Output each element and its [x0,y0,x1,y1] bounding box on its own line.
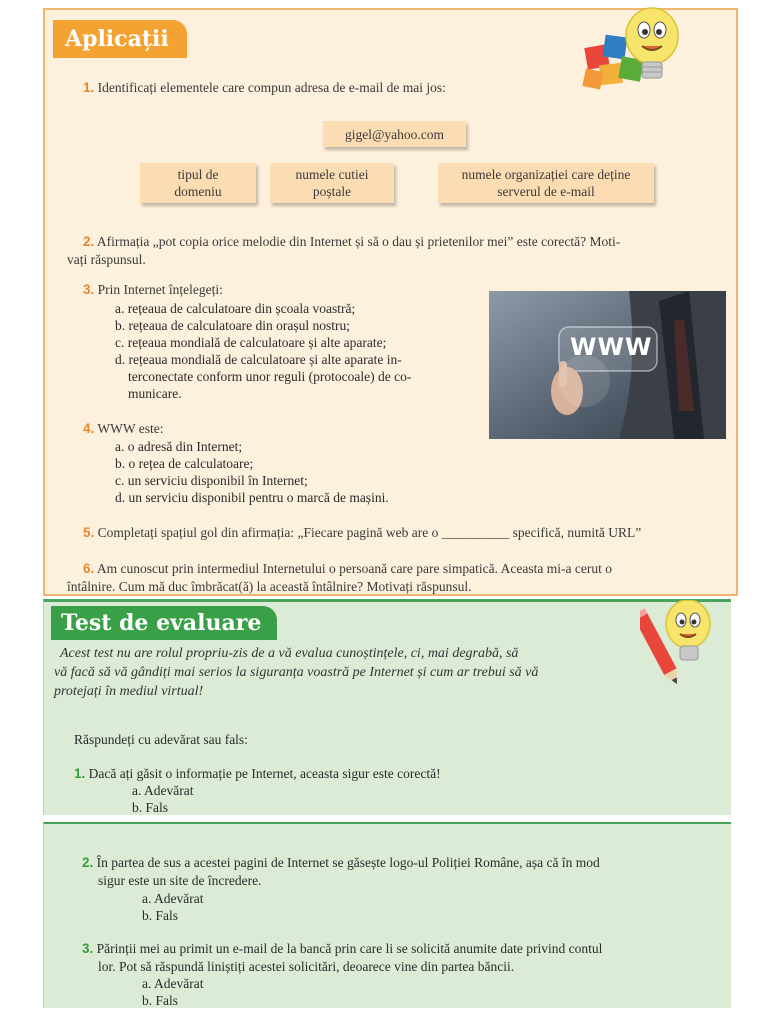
option-b: b. rețeaua de calculatoare din orașul nostru; [115,318,351,333]
answer-true[interactable]: a. Adevărat [142,891,204,906]
email-address-box [323,121,466,147]
question-number: 2. [82,855,94,870]
test-intro-line: Acest test nu are rolul propriu-zis de a vă evalua cunoștințele, ci, mai degrabă, să [60,646,519,661]
question-text-continued: vați răspunsul. [67,252,146,267]
option-d-continued: terconectate conform unor reguli (protocoale) de co- [128,369,412,384]
domain-type-box [140,163,256,203]
option-b: b. o rețea de calculatoare; [115,456,254,471]
box-label: domeniu [174,184,222,199]
option-d: d. rețeaua mondială de calculatoare și alte aparate in- [115,352,402,367]
option-a: a. rețeaua de calculatoare din școala voastră; [115,301,356,316]
test-question-3 [82,940,727,976]
mailbox-name-box [270,163,394,203]
question-2 [67,233,733,269]
puzzle-mascot-icon [582,6,682,98]
question-text-continued: lor. Pot să răspundă liniștiți acestei solicitări, deoarece vine din partea băncii. [98,959,515,974]
question-number: 5. [83,525,95,540]
question-text: Identificați elementele care compun adresa de e-mail de mai jos: [97,80,446,95]
question-text: Afirmația „pot copia orice melodie din Internet și să o dau și prietenilor mei” este corectă? Moti- [96,234,621,249]
question-1 [83,79,446,97]
aplicatii-title: Aplicații [53,20,187,58]
option-c: c. rețeaua mondială de calculatoare și alte aparate; [115,335,387,350]
test-title: Test de evaluare [51,606,277,640]
box-label: numele cutiei [295,167,369,182]
question-number: 6. [83,561,95,576]
question-text: Am cunoscut prin intermediul Internetului o persoană care pare simpatică. Aceasta mi-a cerut o [96,561,612,576]
option-c: c. un serviciu disponibil în Internet; [115,473,308,488]
organization-name-box [438,163,654,203]
test-intro-line: protejați în mediul virtual! [54,684,204,699]
box-label: poștale [312,184,352,199]
box-label: numele organizației care deține [461,167,631,182]
answer-true[interactable]: a. Adevărat [142,976,204,991]
answer-false[interactable]: b. Fals [132,800,169,815]
question-6 [67,560,733,596]
question-text: WWW este: [97,421,164,436]
question-text-continued: sigur este un site de încredere. [98,873,262,888]
question-3 [83,281,223,299]
question-4 [83,420,164,438]
test-question-2 [82,854,727,890]
www-label: WWW [570,333,653,361]
question-text: În partea de sus a acestei pagini de Internet se găsește logo-ul Poliției Române, așa că în mod [96,855,600,870]
question-number: 3. [82,941,94,956]
question-text: Completați spațiul gol din afirmația: „Fiecare pagină web are o __________ specifică, numită URL” [97,525,642,540]
question-5 [83,524,733,542]
answer-true[interactable]: a. Adevărat [132,783,194,798]
option-a: a. o adresă din Internet; [115,439,243,454]
question-number: 1. [74,766,86,781]
question-number: 1. [83,80,95,95]
box-label: tipul de [177,167,219,182]
test-intro-line: vă facă să vă gândiți mai serios la siguranța voastră pe Internet și cum ar trebui să vă [54,665,539,680]
test-panel [43,599,731,815]
test-panel-continued [43,822,731,1008]
answer-false[interactable]: b. Fals [142,993,179,1008]
test-question-1 [74,765,441,783]
www-photo [489,291,726,439]
question-number: 4. [83,421,95,436]
question-text-continued: întâlnire. Cum mă duc îmbrăcat(ă) la această întâlnire? Motivați răspunsul. [67,579,472,594]
test-instruction: Răspundeți cu adevărat sau fals: [74,732,248,747]
question-text: Părinții mei au primit un e-mail de la bancă prin care li se solicită anumite date privind contul [96,941,603,956]
option-d: d. un serviciu disponibil pentru o marcă de mașini. [115,490,389,505]
answer-false[interactable]: b. Fals [142,908,179,923]
pencil-mascot-icon [640,600,720,692]
question-text: Dacă ați găsit o informație pe Internet, aceasta sigur este corectă! [88,766,441,781]
question-number: 3. [83,282,95,297]
option-d-continued: municare. [128,386,182,401]
box-label: serverul de e-mail [497,184,595,199]
question-text: Prin Internet înțelegeți: [97,282,223,297]
email-address: gigel@yahoo.com [344,126,445,142]
question-number: 2. [83,234,95,249]
